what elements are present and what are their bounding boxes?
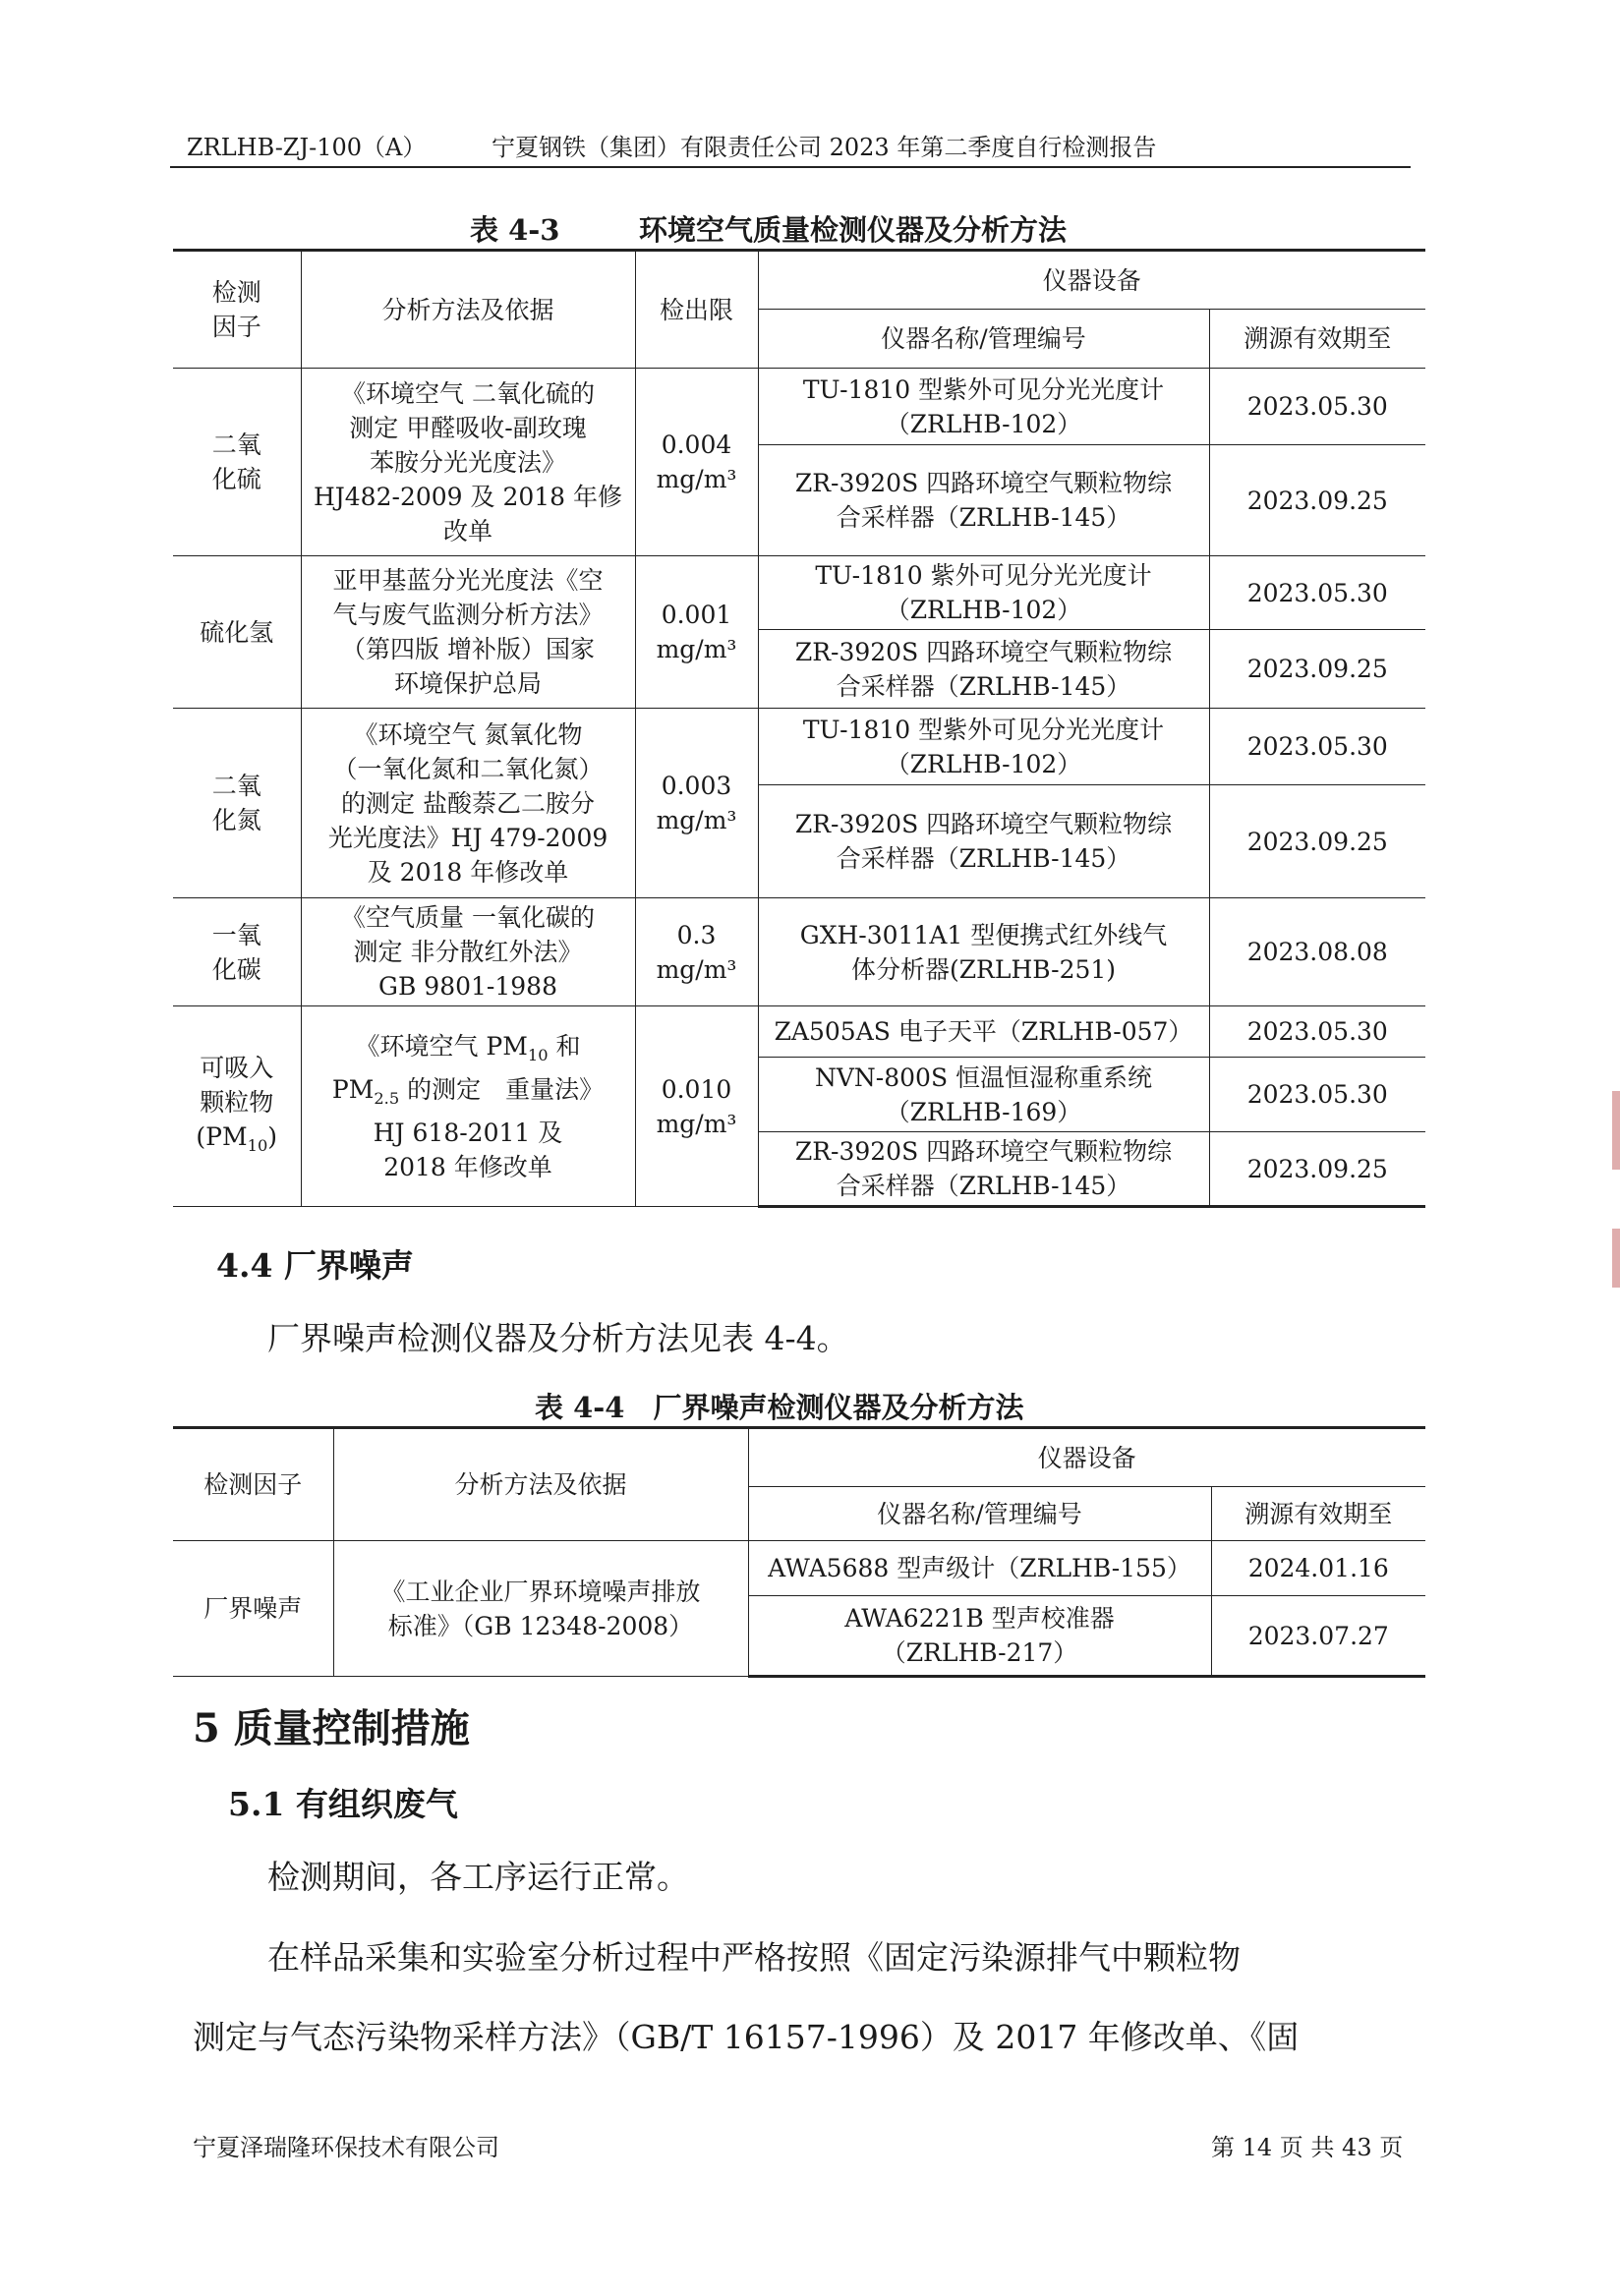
section-5-1-heading: 5.1 有组织废气 <box>228 1785 458 1823</box>
factor-cell: 一氧 化碳 <box>173 898 301 1006</box>
header-instrument: 仪器名称/管理编号 <box>748 1487 1211 1541</box>
table-row <box>173 1541 1425 1596</box>
scan-edge-mark <box>1612 1229 1620 1288</box>
header-valid-until: 溯源有效期至 <box>1211 1487 1425 1541</box>
table-row <box>173 709 1425 785</box>
paragraph: 检测期间，各工序运行正常。 <box>267 1858 689 1896</box>
date-cell: 2023.09.25 <box>1209 785 1425 898</box>
header-limit: 检出限 <box>635 251 758 369</box>
instrument-cell: ZR-3920S 四路环境空气颗粒物综 合采样器（ZRLHB-145） <box>758 445 1209 556</box>
method-cell: 《空气质量 一氧化碳的 测定 非分散红外法》 GB 9801-1988 <box>301 898 635 1006</box>
table-4-3-number: 表 4-3 <box>470 213 560 247</box>
scan-edge-mark <box>1612 1091 1620 1170</box>
table-4-3 <box>173 249 1425 1208</box>
factor-cell: 硫化氢 <box>173 556 301 709</box>
method-cell: 《环境空气 二氧化硫的 测定 甲醛吸收-副玫瑰 苯胺分光光度法》 HJ482-2009 及 2018 年修 改单 <box>301 369 635 556</box>
instrument-cell: TU-1810 型紫外可见分光光度计 （ZRLHB-102） <box>758 709 1209 785</box>
header-equipment: 仪器设备 <box>758 251 1425 310</box>
date-cell: 2023.05.30 <box>1209 1058 1425 1132</box>
factor-cell: 二氧 化氮 <box>173 709 301 898</box>
limit-cell: 0.010 mg/m³ <box>635 1006 758 1207</box>
footer-company: 宁夏泽瑞隆环保技术有限公司 <box>193 2134 499 2161</box>
document-code: ZRLHB-ZJ-100（A） <box>187 134 427 161</box>
header-rule <box>170 166 1411 168</box>
date-cell: 2023.07.27 <box>1211 1596 1425 1677</box>
method-cell: 《环境空气 氮氧化物 （一氧化氮和二氧化氮） 的测定 盐酸萘乙二胺分 光光度法》HJ 479-2009 及 2018 年修改单 <box>301 709 635 898</box>
date-cell: 2023.05.30 <box>1209 709 1425 785</box>
report-title: 宁夏钢铁（集团）有限责任公司 2023 年第二季度自行检测报告 <box>492 134 1157 161</box>
date-cell: 2023.08.08 <box>1209 898 1425 1006</box>
section-5-heading: 5 质量控制措施 <box>193 1705 470 1751</box>
table-4-4-title: 表 4-4 厂界噪声检测仪器及分析方法 <box>535 1391 1024 1424</box>
instrument-cell: ZA505AS 电子天平（ZRLHB-057） <box>758 1006 1209 1058</box>
instrument-cell: TU-1810 紫外可见分光光度计 （ZRLHB-102） <box>758 556 1209 630</box>
header-method: 分析方法及依据 <box>333 1428 748 1541</box>
date-cell: 2024.01.16 <box>1211 1541 1425 1596</box>
table-row <box>173 556 1425 630</box>
limit-cell: 0.004 mg/m³ <box>635 369 758 556</box>
date-cell: 2023.05.30 <box>1209 369 1425 445</box>
header-method: 分析方法及依据 <box>301 251 635 369</box>
section-4-4-intro: 厂界噪声检测仪器及分析方法见表 4-4。 <box>267 1319 849 1357</box>
factor-cell: 二氧 化硫 <box>173 369 301 556</box>
header-equipment: 仪器设备 <box>748 1428 1425 1487</box>
instrument-cell: TU-1810 型紫外可见分光光度计 （ZRLHB-102） <box>758 369 1209 445</box>
instrument-cell: AWA5688 型声级计（ZRLHB-155） <box>748 1541 1211 1596</box>
method-cell: 亚甲基蓝分光光度法《空 气与废气监测分析方法》 （第四版 增补版）国家 环境保护总局 <box>301 556 635 709</box>
table-row <box>173 1006 1425 1058</box>
table-row <box>173 898 1425 1006</box>
instrument-cell: ZR-3920S 四路环境空气颗粒物综 合采样器（ZRLHB-145） <box>758 630 1209 709</box>
paragraph: 测定与气态污染物采样方法》（GB/T 16157-1996）及 2017 年修改单、《固 <box>193 2018 1300 2056</box>
date-cell: 2023.09.25 <box>1209 445 1425 556</box>
footer-page-number: 第 14 页 共 43 页 <box>1211 2134 1404 2161</box>
section-4-4-heading: 4.4 厂界噪声 <box>216 1246 414 1285</box>
instrument-cell: GXH-3011A1 型便携式红外线气 体分析器(ZRLHB-251) <box>758 898 1209 1006</box>
instrument-cell: ZR-3920S 四路环境空气颗粒物综 合采样器（ZRLHB-145） <box>758 1132 1209 1207</box>
method-cell: 《环境空气 $PM_{10}$ 和 $PM_{2.5}$ 的测定 重量法》 HJ 618-2011 及 2018 年修改单 <box>301 1006 635 1207</box>
factor-cell: 可吸入 颗粒物 $(PM_{10})$ <box>173 1006 301 1207</box>
limit-cell: 0.3 mg/m³ <box>635 898 758 1006</box>
date-cell: 2023.05.30 <box>1209 556 1425 630</box>
limit-cell: 0.001 mg/m³ <box>635 556 758 709</box>
factor-cell: 厂界噪声 <box>173 1541 333 1677</box>
instrument-cell: NVN-800S 恒温恒湿称重系统 （ZRLHB-169） <box>758 1058 1209 1132</box>
header-valid-until: 溯源有效期至 <box>1209 310 1425 369</box>
header-factor: 检测 因子 <box>173 251 301 369</box>
instrument-cell: AWA6221B 型声校准器 （ZRLHB-217） <box>748 1596 1211 1677</box>
table-4-3-title: 环境空气质量检测仪器及分析方法 <box>639 213 1068 247</box>
instrument-cell: ZR-3920S 四路环境空气颗粒物综 合采样器（ZRLHB-145） <box>758 785 1209 898</box>
limit-cell: 0.003 mg/m³ <box>635 709 758 898</box>
table-row <box>173 369 1425 445</box>
date-cell: 2023.09.25 <box>1209 1132 1425 1207</box>
method-cell: 《工业企业厂界环境噪声排放 标准》（GB 12348-2008） <box>333 1541 748 1677</box>
header-factor: 检测因子 <box>173 1428 333 1541</box>
date-cell: 2023.09.25 <box>1209 630 1425 709</box>
paragraph: 在样品采集和实验室分析过程中严格按照《固定污染源排气中颗粒物 <box>267 1938 1241 1977</box>
date-cell: 2023.05.30 <box>1209 1006 1425 1058</box>
table-4-4 <box>173 1426 1425 1678</box>
header-instrument: 仪器名称/管理编号 <box>758 310 1209 369</box>
